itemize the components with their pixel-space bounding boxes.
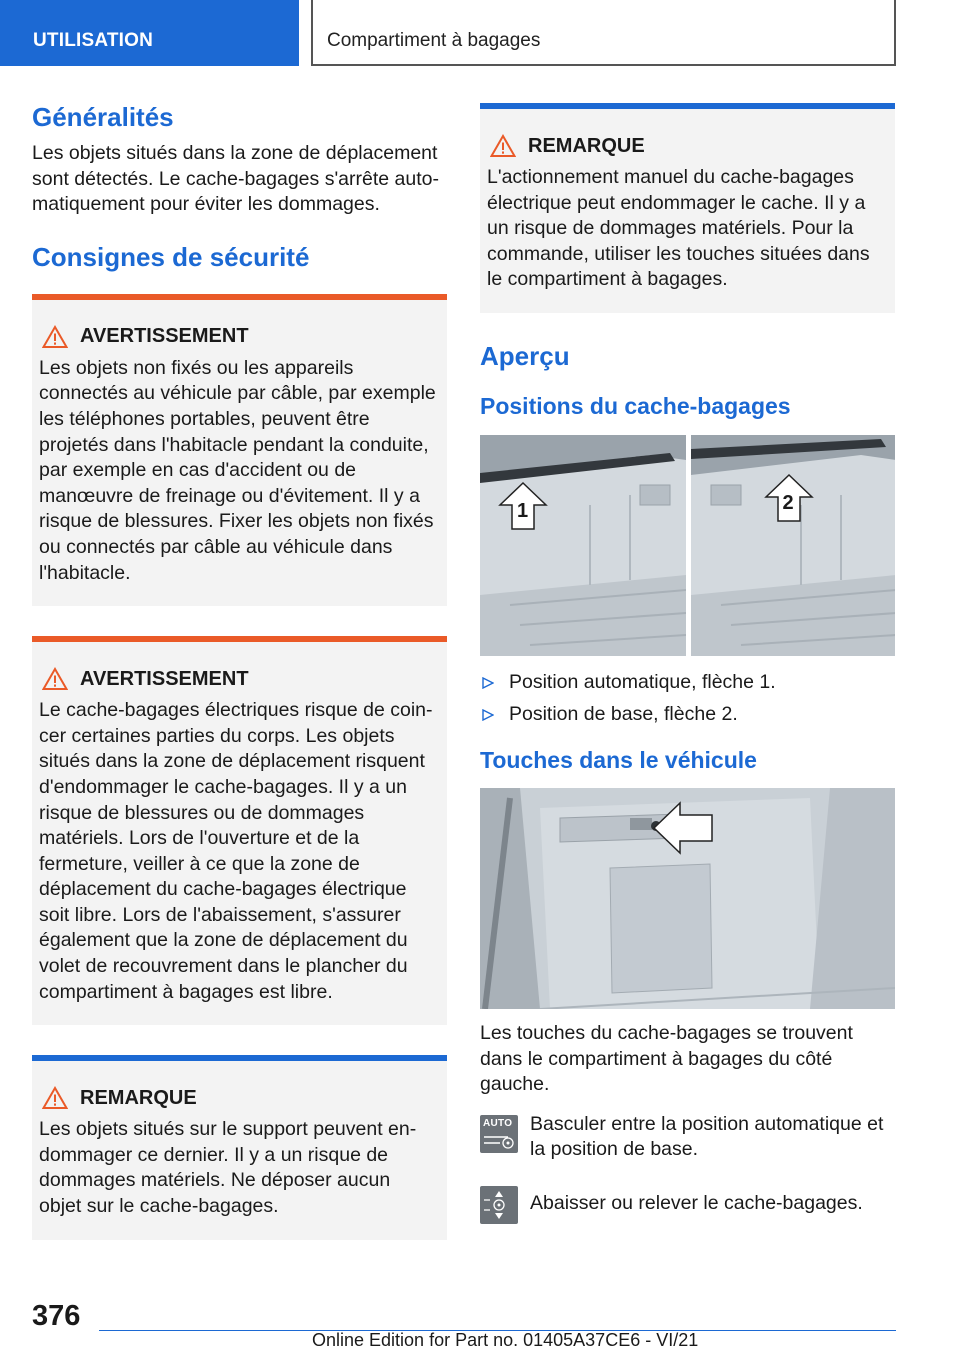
photo-position-1 <box>480 435 686 656</box>
note-title-right-text: REMARQUE <box>528 134 645 157</box>
generalites-heading: Généralités <box>32 102 174 132</box>
positions-list <box>480 670 895 727</box>
touches-heading: Touches dans le véhicule <box>480 746 757 773</box>
warning-box-2 <box>32 636 447 1025</box>
arrow-left-icon <box>652 801 714 855</box>
triangle-bullet-icon <box>482 709 494 721</box>
key-row-auto <box>480 1112 895 1163</box>
left-column <box>32 100 447 1240</box>
photo-position-2 <box>691 435 896 656</box>
list-item-text: Position de base, flèche 2. <box>509 702 738 725</box>
list-item <box>480 702 895 727</box>
list-item-text: Position automatique, flèche 1. <box>509 670 776 693</box>
note-text-left: Les objets situés sur le support peuvent endommager ce dernier. Il y a un risque de dommages matériels. Ne déposer aucun objet sur le cache-bagages. <box>39 1118 417 1218</box>
triangle-bullet-icon <box>482 677 494 689</box>
warning-title-1 <box>42 324 437 350</box>
warning-title-2 <box>42 666 437 692</box>
apercu-heading: Aperçu <box>480 340 570 371</box>
right-column <box>480 103 895 1224</box>
auto-key-icon <box>480 1115 518 1153</box>
trunk-photo-1 <box>480 435 686 656</box>
header-chapter-box <box>311 0 896 66</box>
note-text-right: L'actionnement manuel du cache-bagages électrique peut endommager le cache. Il y a un risque de dommages matériels. Pour la commande, utiliser les touches situées dans le compartiment à bagages. <box>487 166 870 291</box>
note-title-left-text: REMARQUE <box>80 1086 197 1109</box>
warning-triangle-icon <box>42 1086 68 1110</box>
trunk-photo-2 <box>691 435 896 656</box>
positions-photos <box>480 435 895 656</box>
auto-key-label: AUTO <box>483 1117 513 1129</box>
page-number: 376 <box>32 1300 81 1332</box>
header-section-tab <box>0 0 299 66</box>
header-section-label: UTILISATION <box>33 30 154 51</box>
warning-triangle-icon <box>42 325 68 349</box>
generalites-text: Les objets situés dans la zone de déplacement sont détectés. Le cache-bagages s'arrête automatiquement pour éviter les dommages. <box>32 142 439 216</box>
arrow-label-1: 1 <box>517 499 529 522</box>
warning-text-2: Le cache-bagages électriques risque de coincer certaines parties du corps. Les objets situés dans la zone de déplacement risquent d'endommager le cache-bagages. Il y a un risque de blessures ou de dommages matériels. Lors de l'ouverture et de la fermeture, veiller à ce que la zone de déplacement du cache-bagages électrique soit libre. Lors de l'abaissement, s'assurer également que la zone de déplacement du volet de recouvrement dans le plancher du compartiment à bagages est libre. <box>39 699 433 1003</box>
warning-triangle-icon <box>42 667 68 691</box>
warning-box-1 <box>32 294 447 606</box>
up-down-key-icon <box>480 1186 518 1224</box>
list-item <box>480 670 895 695</box>
warning-text-1: Les objets non fixés ou les appareils connectés au véhicule par câble, par exemple les téléphones portables, peuvent être projetés dans l'habitacle pendant la conduite, par exemple en cas d'accident ou de manœuvre de freinage ou d'évitement. Il y a risque de blessures. Fixer les objets non fixés ou connectés par câble au véhicule dans l'habitacle. <box>39 356 436 584</box>
arrow-label-2: 2 <box>782 491 794 514</box>
note-box-left <box>32 1055 447 1239</box>
header-chapter-label: Compartiment à bagages <box>327 30 541 51</box>
warning-title-2-text: AVERTISSEMENT <box>80 667 249 690</box>
key1-text: Basculer entre la position automatique et la position de base. <box>530 1112 884 1161</box>
consignes-heading: Consignes de sécurité <box>32 241 310 272</box>
positions-heading: Positions du cache-bagages <box>480 392 791 419</box>
warning-title-1-text: AVERTISSEMENT <box>80 325 249 348</box>
note-box-right <box>480 103 895 313</box>
key2-text: Abaisser ou relever le cache-bagages. <box>530 1191 863 1214</box>
warning-triangle-icon <box>490 134 516 158</box>
footer-edition: Online Edition for Part no. 01405A37CE6 - VI/21 <box>312 1330 699 1350</box>
note-title-left <box>42 1085 437 1111</box>
key-row-updown <box>480 1183 895 1224</box>
note-title-right <box>490 133 885 159</box>
touches-text: Les touches du cache-bagages se trouvent dans le compartiment à bagages du côté gauche. <box>480 1021 853 1096</box>
photo-touches <box>480 788 895 1009</box>
